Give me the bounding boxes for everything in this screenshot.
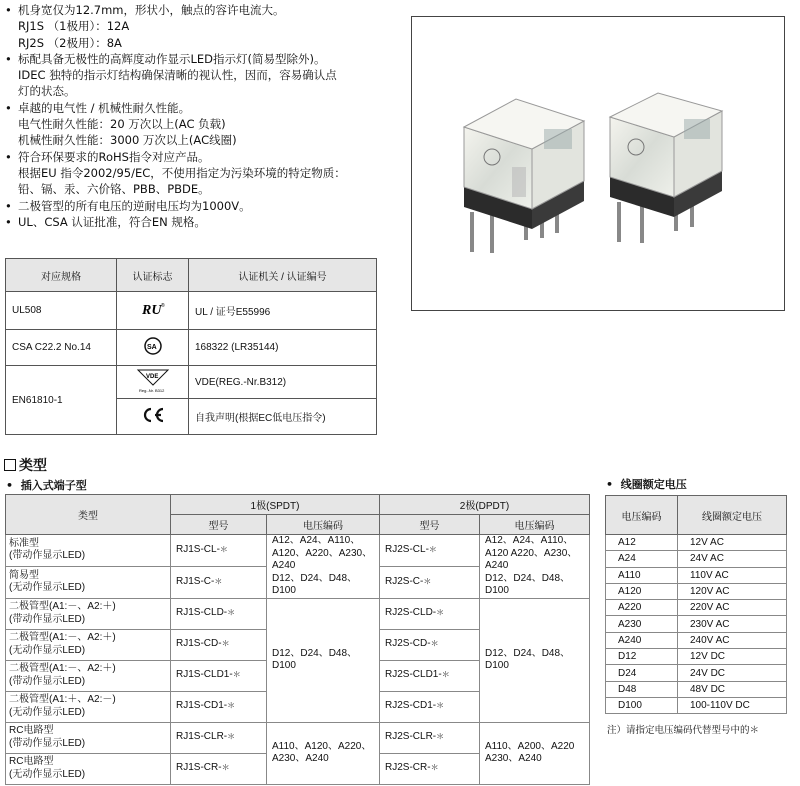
- model-number: RJ2S-CLD-: [385, 607, 437, 619]
- model-cell: [171, 629, 267, 660]
- model-cell: [171, 753, 267, 784]
- type-name: 二极管型(A1:－、A2:＋): [9, 601, 116, 612]
- model-cell: [380, 566, 480, 598]
- voltage-codes-dc: D12、D24、D48、D100: [272, 572, 358, 596]
- relay-illustration: [412, 17, 784, 310]
- model-cell: [171, 566, 267, 598]
- voltage-code: D12: [606, 649, 678, 665]
- code-cell: A110、A120、A220、A230、A240: [267, 722, 380, 784]
- asterisk: ＊: [221, 639, 230, 649]
- voltage-code: A12: [606, 535, 678, 551]
- svg-text:®: ®: [160, 303, 165, 309]
- svg-text:SA: SA: [146, 344, 157, 351]
- type-name: 标准型: [9, 537, 39, 549]
- rated-voltage: 220V AC: [678, 600, 787, 616]
- type-cell: [6, 535, 171, 567]
- coil-header: 线圈额定电压: [678, 496, 787, 535]
- model-number: RJ1S-CD1-: [176, 700, 228, 712]
- ul-mark-icon: [117, 292, 189, 330]
- col-code: 电压编码: [267, 515, 380, 535]
- feature-list: [4, 2, 404, 230]
- certification-table: [5, 258, 377, 435]
- asterisk: ＊: [436, 608, 445, 618]
- coil-voltage-table: [605, 495, 787, 714]
- table-row: [606, 697, 787, 713]
- voltage-code: A24: [606, 551, 678, 567]
- asterisk: ＊: [232, 670, 241, 680]
- code-cell: A110、A200、A220 A230、A240: [480, 722, 590, 784]
- feature-item: • 符合环保要求的RoHS指令对应产品。 根据EU 指令2002/95/EC，不使用指定为污染环境的特定物质： 铅、镉、汞、六价铬、PBB、PBDE。: [4, 149, 404, 198]
- rated-voltage: 110V AC: [678, 567, 787, 583]
- feature-line: IDEC 独特的指示灯结构确保清晰的视认性，因而，容易确认点: [18, 68, 337, 83]
- type-led: (无动作显示LED): [9, 706, 86, 718]
- voltage-codes-ac: A12、A24、A110、A120、A220、A230、A240: [272, 535, 373, 571]
- table-row: [606, 649, 787, 665]
- voltage-code: D24: [606, 665, 678, 681]
- type-name: 二极管型(A1:－、A2:＋): [9, 663, 116, 674]
- asterisk: ＊: [227, 608, 236, 618]
- model-cell: [171, 722, 267, 753]
- rated-voltage: 240V AC: [678, 632, 787, 648]
- product-photo: [411, 16, 785, 311]
- voltage-code: A120: [606, 583, 678, 599]
- feature-line: 铅、镉、汞、六价铬、PBB、PBDE。: [18, 182, 210, 197]
- type-led: (无动作显示LED): [9, 644, 86, 656]
- feature-line: RJ2S （2极用）：8A: [18, 35, 122, 50]
- model-cell: [380, 660, 480, 691]
- type-cell: [6, 629, 171, 660]
- asterisk: ＊: [423, 576, 432, 586]
- model-cell: [380, 722, 480, 753]
- section-title-text: 类型: [19, 458, 47, 474]
- table-row: [6, 535, 590, 567]
- model-number: RJ2S-CR-: [385, 762, 431, 774]
- asterisk: ＊: [227, 732, 236, 742]
- col-model: 型号: [171, 515, 267, 535]
- col-1pole: 1极(SPDT): [171, 495, 380, 515]
- cert-header: 对应规格: [6, 259, 117, 292]
- asterisk: ＊: [436, 732, 445, 742]
- cert-standard: CSA C22.2 No.14: [6, 330, 117, 366]
- type-cell: [6, 660, 171, 691]
- asterisk: ＊: [430, 763, 439, 773]
- table-row: [606, 535, 787, 551]
- model-cell: [380, 691, 480, 722]
- table-row: [6, 598, 590, 629]
- subheading-coil: • 线圈额定电压: [606, 478, 687, 491]
- code-cell: [480, 535, 590, 599]
- asterisk: ＊: [214, 576, 223, 586]
- rated-voltage: 100-110V DC: [678, 697, 787, 713]
- col-type: 类型: [6, 495, 171, 535]
- section-title: [4, 455, 47, 475]
- feature-line: 标配具备无极性的高辉度动作显示LED指示灯(简易型除外)。: [18, 51, 326, 66]
- feature-item: • UL、CSA 认证批准，符合EN 规格。: [4, 214, 404, 230]
- feature-line: UL、CSA 认证批准，符合EN 规格。: [18, 214, 206, 229]
- model-number: RJ2S-CLR-: [385, 731, 437, 743]
- model-cell: [171, 691, 267, 722]
- table-row: [606, 632, 787, 648]
- rated-voltage: 230V AC: [678, 616, 787, 632]
- coil-header: 电压编码: [606, 496, 678, 535]
- type-name: 二极管型(A1:＋、A2:－): [9, 694, 116, 705]
- voltage-code: D48: [606, 681, 678, 697]
- table-row: [606, 665, 787, 681]
- model-number: RJ1S-CLD1-: [176, 669, 233, 681]
- rated-voltage: 120V AC: [678, 583, 787, 599]
- model-number: RJ1S-CL-: [176, 544, 220, 556]
- type-led: (无动作显示LED): [9, 582, 86, 594]
- code-cell: D12、D24、D48、D100: [267, 598, 380, 722]
- type-cell: [6, 753, 171, 784]
- feature-line: RJ1S （1极用）：12A: [18, 19, 130, 34]
- cert-org: 自我声明(根据EC低电压指令): [189, 399, 377, 435]
- feature-line: 二极管型的所有电压的逆耐电压均为1000V。: [18, 198, 251, 213]
- cert-standard: UL508: [6, 292, 117, 330]
- svg-text:VDE: VDE: [145, 373, 158, 380]
- table-row: [606, 551, 787, 567]
- type-led: (带动作显示LED): [9, 613, 86, 625]
- model-cell: [380, 535, 480, 567]
- table-row: [6, 722, 590, 753]
- type-cell: [6, 691, 171, 722]
- cert-header: 认证标志: [117, 259, 189, 292]
- feature-line: 机械性耐久性能：3000 万次以上(AC线圈): [18, 133, 237, 148]
- footnote: 注）请指定电压编码代替型号中的＊: [607, 725, 760, 736]
- voltage-codes-ac: A12、A24、A110、A120 A220、A230、A240: [485, 535, 578, 571]
- type-led: (带动作显示LED): [9, 675, 86, 687]
- cert-org: VDE(REG.-Nr.B312): [189, 366, 377, 399]
- model-cell: [380, 629, 480, 660]
- model-cell: [380, 598, 480, 629]
- code-cell: [267, 535, 380, 599]
- asterisk: ＊: [227, 701, 236, 711]
- feature-item: • 卓越的电气性 / 机械性耐久性能。 电气性耐久性能：20 万次以上(AC 负载) 机械性耐久性能：3000 万次以上(AC线圈): [4, 100, 404, 149]
- rated-voltage: 12V AC: [678, 535, 787, 551]
- type-led: (无动作显示LED): [9, 768, 86, 780]
- subheading-types: • 插入式端子型: [6, 479, 87, 492]
- square-icon: [4, 459, 16, 471]
- type-name: RC电路型: [9, 756, 54, 767]
- table-row: [606, 583, 787, 599]
- feature-item: • 机身宽仅为12.7mm，形状小，触点的容许电流大。 RJ1S （1极用）：12A RJ2S （2极用）：8A: [4, 2, 404, 51]
- type-led: (带动作显示LED): [9, 737, 86, 749]
- voltage-code: A110: [606, 567, 678, 583]
- asterisk: ＊: [430, 639, 439, 649]
- type-name: RC电路型: [9, 725, 54, 736]
- cert-org: UL / 证号E55996: [189, 292, 377, 330]
- model-number: RJ2S-C-: [385, 575, 424, 587]
- svg-text:RU: RU: [141, 303, 161, 317]
- voltage-code: A220: [606, 600, 678, 616]
- asterisk: ＊: [219, 545, 228, 555]
- subheading-text: 插入式端子型: [20, 479, 87, 492]
- col-code: 电压编码: [480, 515, 590, 535]
- model-number: RJ1S-C-: [176, 575, 215, 587]
- type-cell: [6, 722, 171, 753]
- type-cell: [6, 566, 171, 598]
- type-cell: [6, 598, 171, 629]
- asterisk: ＊: [221, 763, 230, 773]
- rated-voltage: 24V AC: [678, 551, 787, 567]
- rated-voltage: 12V DC: [678, 649, 787, 665]
- col-model: 型号: [380, 515, 480, 535]
- asterisk: ＊: [441, 670, 450, 680]
- model-number: RJ1S-CR-: [176, 762, 222, 774]
- voltage-code: A240: [606, 632, 678, 648]
- relay-1: [464, 99, 584, 253]
- model-number: RJ2S-CD1-: [385, 700, 437, 712]
- model-number: RJ1S-CD-: [176, 638, 222, 650]
- table-row: [606, 567, 787, 583]
- cert-org: 168322 (LR35144): [189, 330, 377, 366]
- feature-line: 电气性耐久性能：20 万次以上(AC 负载): [18, 117, 226, 132]
- feature-item: • 二极管型的所有电压的逆耐电压均为1000V。: [4, 198, 404, 214]
- rated-voltage: 24V DC: [678, 665, 787, 681]
- feature-item: • 标配具备无极性的高辉度动作显示LED指示灯(简易型除外)。 IDEC 独特的指示灯结构确保清晰的视认性，因而，容易确认点 灯的状态。: [4, 51, 404, 100]
- vde-mark-icon: [117, 366, 189, 399]
- cert-standard: EN61810-1: [6, 366, 117, 435]
- voltage-code: D100: [606, 697, 678, 713]
- model-cell: [380, 753, 480, 784]
- asterisk: ＊: [436, 701, 445, 711]
- feature-line: 符合环保要求的RoHS指令对应产品。: [18, 149, 210, 164]
- type-name: 二极管型(A1:－、A2:＋): [9, 632, 116, 643]
- model-cell: [171, 598, 267, 629]
- model-number: RJ2S-CL-: [385, 544, 429, 556]
- code-cell: D12、D24、D48、D100: [480, 598, 590, 722]
- table-row: [606, 600, 787, 616]
- feature-line: 灯的状态。: [18, 84, 76, 99]
- asterisk: ＊: [428, 545, 437, 555]
- voltage-codes-dc: D12、D24、D48、D100: [485, 572, 571, 596]
- feature-line: 卓越的电气性 / 机械性耐久性能。: [18, 100, 191, 115]
- table-row: [606, 616, 787, 632]
- model-number: RJ2S-CLD1-: [385, 669, 442, 681]
- model-cell: [171, 660, 267, 691]
- csa-mark-icon: [117, 330, 189, 366]
- rated-voltage: 48V DC: [678, 681, 787, 697]
- model-number: RJ1S-CLD-: [176, 607, 228, 619]
- types-table: [5, 494, 590, 785]
- feature-line: 根据EU 指令2002/95/EC，不使用指定为污染环境的特定物质：: [18, 165, 346, 180]
- table-row: [606, 681, 787, 697]
- voltage-code: A230: [606, 616, 678, 632]
- cert-header: 认证机关 / 认证编号: [189, 259, 377, 292]
- model-number: RJ2S-CD-: [385, 638, 431, 650]
- model-cell: [171, 535, 267, 567]
- feature-line: 机身宽仅为12.7mm，形状小，触点的容许电流大。: [18, 3, 285, 17]
- col-2pole: 2极(DPDT): [380, 495, 590, 515]
- type-name: 简易型: [9, 569, 39, 581]
- subheading-text: 线圈额定电压: [620, 478, 687, 491]
- model-number: RJ1S-CLR-: [176, 731, 228, 743]
- type-led: (带动作显示LED): [9, 550, 86, 562]
- ce-mark-icon: [117, 399, 189, 435]
- relay-2: [610, 93, 722, 243]
- vde-regnum: Reg.-Nr. B312: [138, 387, 164, 393]
